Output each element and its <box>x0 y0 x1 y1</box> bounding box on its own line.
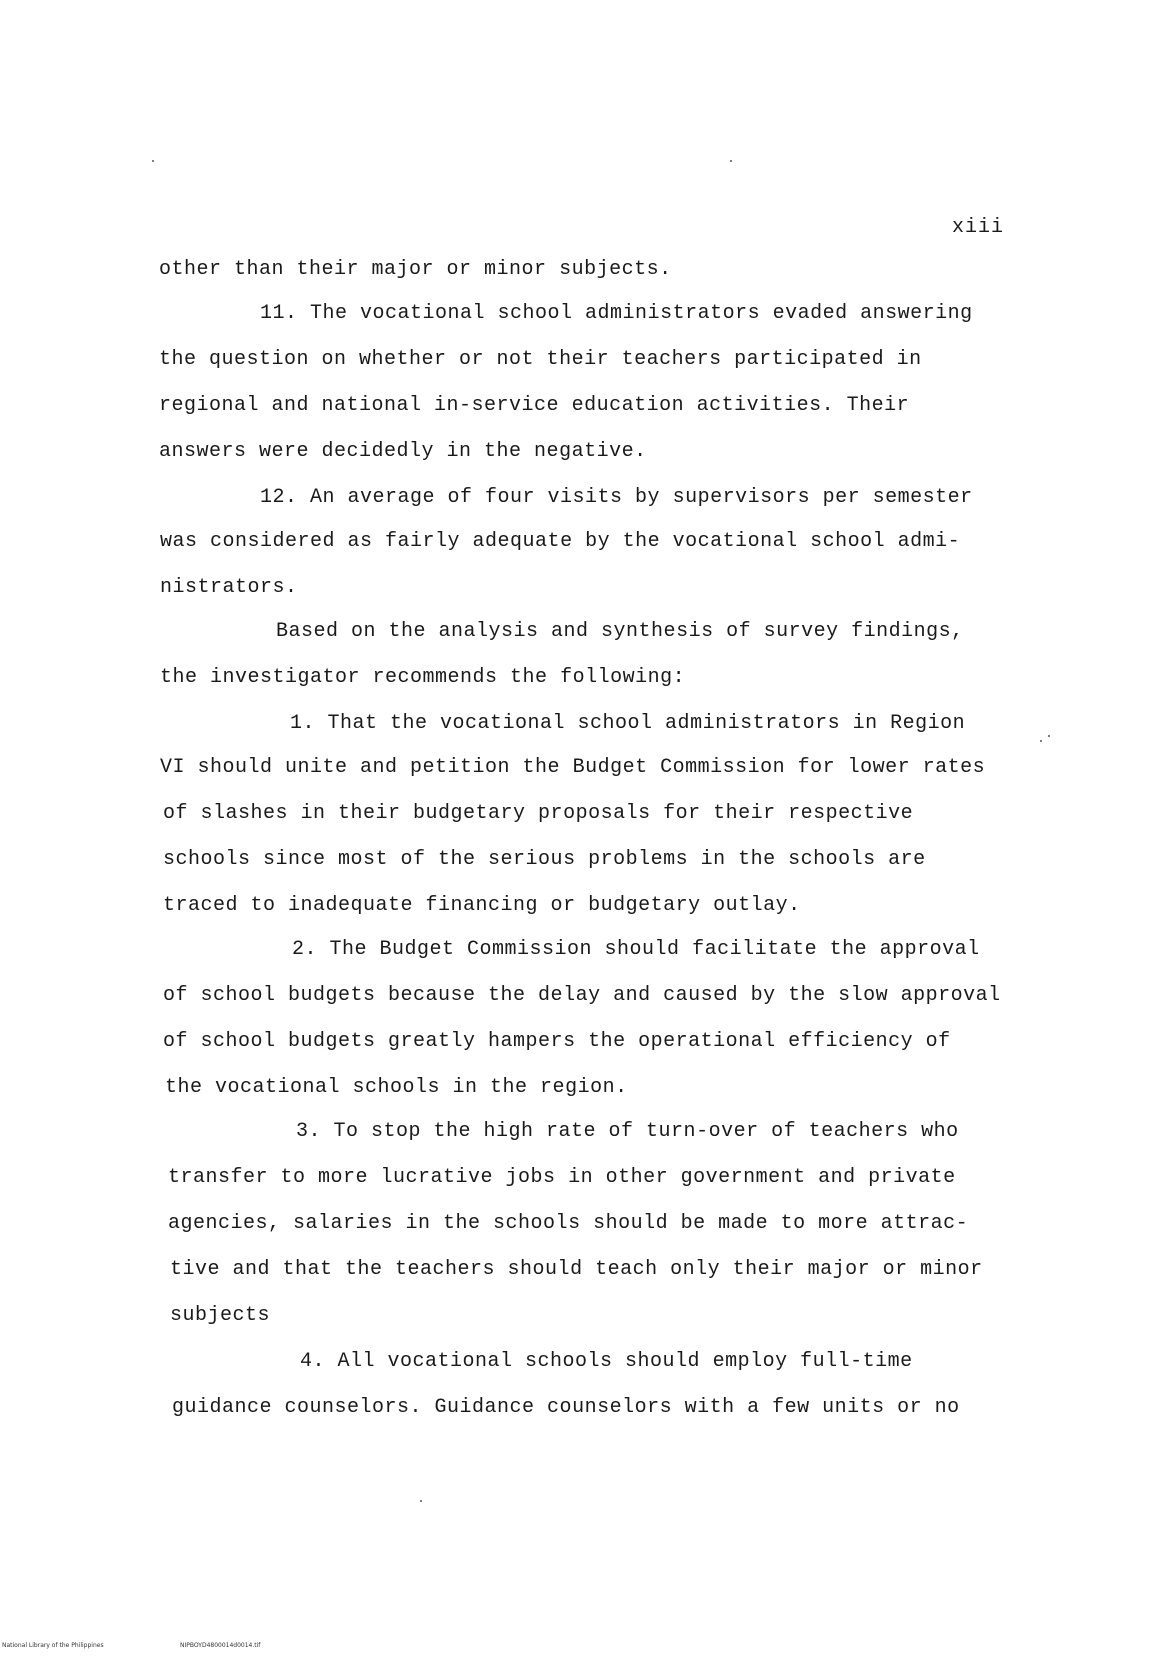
body-line: regional and national in-service education activities. Their <box>159 394 910 417</box>
footer-library-credit: National Library of the Philippines <box>2 1642 104 1649</box>
body-line: 1. That the vocational school administrators in Region <box>290 712 966 735</box>
scan-speck <box>152 160 154 162</box>
body-line: 4. All vocational schools should employ full-time <box>300 1350 913 1373</box>
body-line: 11. The vocational school administrators evaded answering <box>260 302 973 325</box>
body-line: guidance counselors. Guidance counselors with a few units or no <box>172 1396 960 1419</box>
body-line: VI should unite and petition the Budget Commission for lower rates <box>160 756 986 779</box>
body-line: answers were decidedly in the negative. <box>159 440 647 463</box>
body-line: the vocational schools in the region. <box>165 1076 628 1099</box>
body-line: 12. An average of four visits by supervisors per semester <box>260 486 973 509</box>
body-line: of slashes in their budgetary proposals for their respective <box>163 802 914 825</box>
body-line: 2. The Budget Commission should facilitate the approval <box>292 938 980 961</box>
body-line: subjects <box>170 1304 271 1327</box>
body-line: other than their major or minor subjects. <box>159 258 672 281</box>
body-line: agencies, salaries in the schools should be made to more attrac- <box>168 1212 969 1235</box>
scan-speck <box>1048 735 1050 737</box>
body-line: transfer to more lucrative jobs in other government and private <box>168 1166 956 1189</box>
body-line: was considered as fairly adequate by the vocational school admi- <box>160 530 961 553</box>
scan-speck <box>1040 740 1042 742</box>
body-line: schools since most of the serious problems in the schools are <box>163 848 926 871</box>
body-line: 3. To stop the high rate of turn-over of teachers who <box>296 1120 959 1143</box>
body-line: of school budgets greatly hampers the operational efficiency of <box>163 1030 951 1053</box>
body-line: the question on whether or not their teachers participated in <box>159 348 922 371</box>
body-line: tive and that the teachers should teach only their major or minor <box>170 1258 983 1281</box>
scan-speck <box>420 1500 422 1502</box>
body-line: nistrators. <box>160 576 298 599</box>
scan-speck <box>730 160 732 162</box>
footer-file-name: NIPBOYD4800014d0014.tif <box>180 1642 261 1649</box>
page-number: xiii <box>952 216 1005 239</box>
body-line: of school budgets because the delay and caused by the slow approval <box>163 984 1001 1007</box>
body-line: Based on the analysis and synthesis of survey findings, <box>276 620 964 643</box>
body-line: the investigator recommends the following: <box>160 666 686 689</box>
body-line: traced to inadequate financing or budgetary outlay. <box>163 894 801 917</box>
